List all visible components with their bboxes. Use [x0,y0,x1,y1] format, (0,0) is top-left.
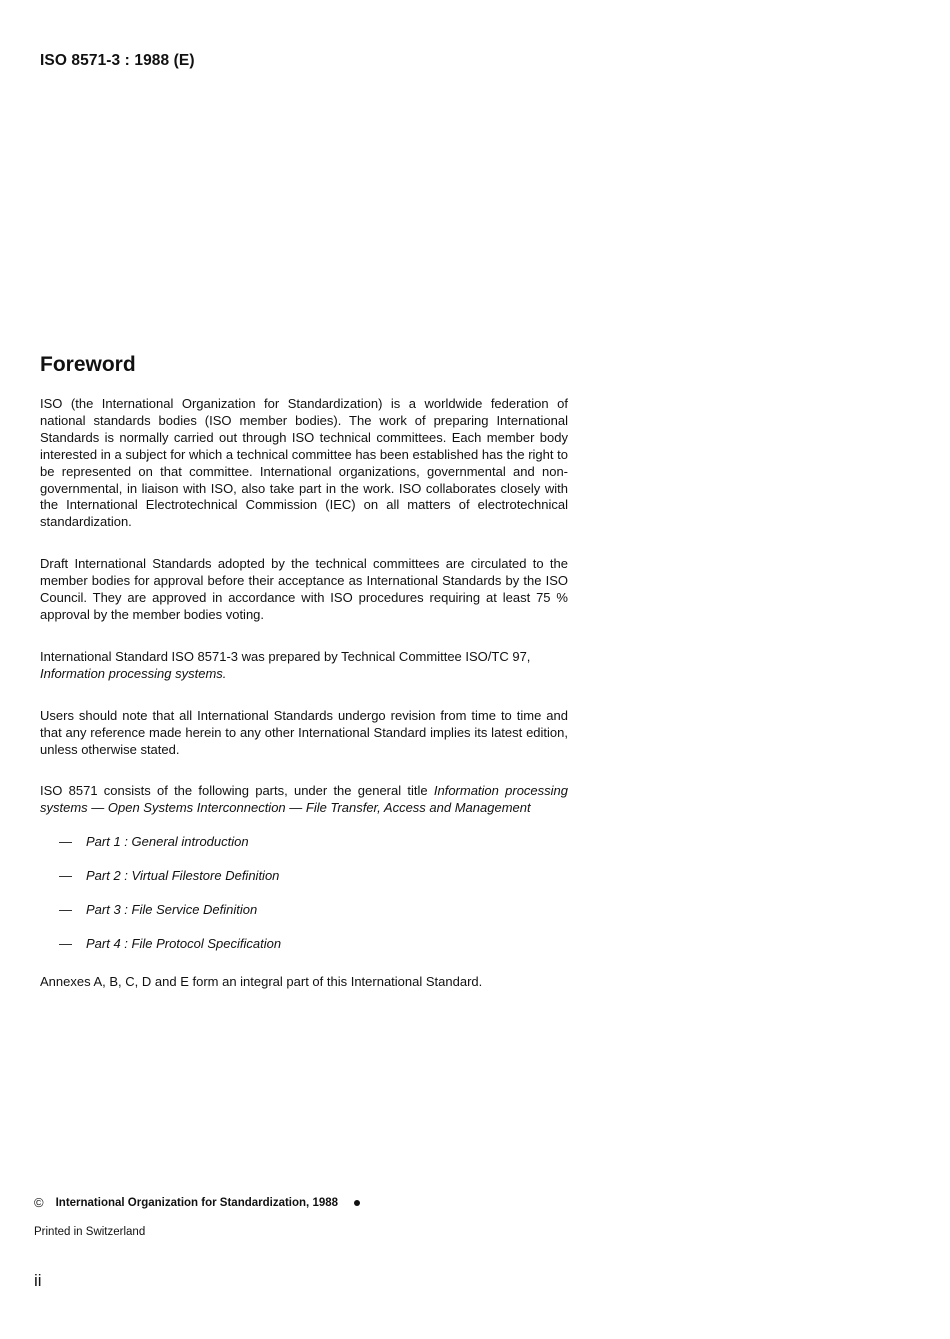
printed-location: Printed in Switzerland [34,1226,146,1238]
part-label: Part 3 : File Service Definition [86,902,258,918]
copyright-icon: © [34,1195,44,1210]
bullet-icon [354,1200,360,1206]
part-label: Part 4 : File Protocol Specification [86,936,282,952]
list-item [40,902,568,919]
document-header: ISO 8571-3 : 1988 (E) [40,52,195,69]
paragraph-parts-intro [40,783,568,817]
list-dash: — [59,936,72,952]
list-item [40,834,568,851]
paragraph-annexes-note: Annexes A, B, C, D and E form an integral part of this International Standard. [40,974,483,990]
foreword-body [40,396,568,1016]
paragraph-revision-note: Users should note that all International Standards undergo revision from time to time and that any reference made herein to any other International Standard implies its latest edition, unless otherwise stated. [40,707,568,757]
general-title: Information processing systems — Open Systems Interconnection — File Transfer, Access and Management [40,783,568,816]
copyright-line [34,1195,360,1210]
part-label: Part 1 : General introduction [86,834,249,850]
prepared-by-text: International Standard ISO 8571-3 was prepared by Technical Committee ISO/TC 97, [40,648,531,664]
list-dash: — [59,834,72,850]
list-dash: — [59,868,72,884]
paragraph-prepared-by [40,649,568,683]
list-item [40,936,568,953]
parts-list [40,834,568,953]
list-item [40,868,568,885]
list-dash: — [59,902,72,918]
parts-intro-text: ISO 8571 consists of the following parts, under the general title [40,783,428,799]
committee-name: Information processing systems. [40,665,227,681]
page-number: ii [34,1271,42,1290]
paragraph-draft-standards: Draft International Standards adopted by the technical committees are circulated to the member bodies for approval before their acceptance as International Standards by the ISO Council. They are approved in accordance with ISO procedures requiring at least 75 % approval by the member bodies voting. [40,556,568,622]
part-label: Part 2 : Virtual Filestore Definition [86,868,280,884]
foreword-heading: Foreword [40,353,136,376]
copyright-text: International Organization for Standardization, 1988 [55,1196,339,1209]
paragraph-iso-overview: ISO (the International Organization for Standardization) is a worldwide federation of national standards bodies (ISO member bodies). The work of preparing International Standards is normally carried out through ISO technical committees. Each member body interested in a subject for which a technical committee has been established has the right to be represented on that committee. International organizations, governmental and non-governmental, in liaison with ISO, also take part in the work. ISO collaborates closely with the International Electrotechnical Commission (IEC) on all matters of electrotechnical standardization. [40,396,568,530]
